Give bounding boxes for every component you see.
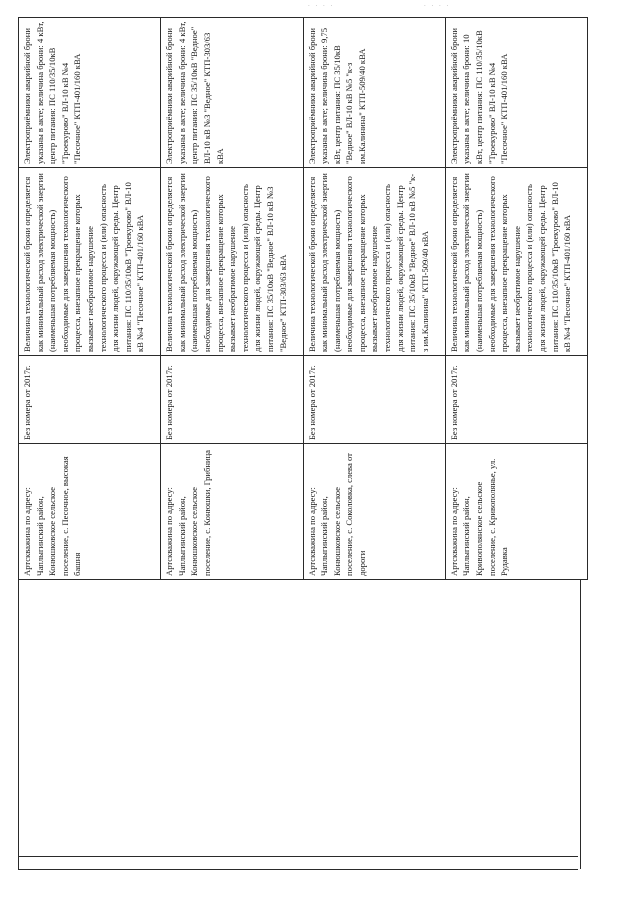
cell-emergency: Электроприёмники аварийной брони указаны в акте; величина брони: 10 кВт, центр питания: ПС 110/35/10кВ "Троекурово" ВЛ-10 кВ №4 "Песочное" КТП-401/160 кВА [445,18,587,168]
cell-justification: Величина технологической брони определяется как минимальный расход электрической энергии (наименьшая потребляемая мощность) необходимые для завершения технологического процесса, внезапное прекращение которых вызывает необратимое нарушение технологического процесса и (или) опасность для жизни людей, окружающей среды. Центр питания: ПС 110/35/10кВ "Троекурово" ВЛ-10 кВ №4 "Песочное" КТП-401/160 кВА [19,168,161,356]
cell-number: Без номера от 2017г. [445,356,587,444]
cell-justification: Величина технологической брони определяется как минимальный расход электрической энергии (наименьшая потребляемая мощность) необходимые для завершения технологического процесса, внезапное прекращение которых вызывает необратимое нарушение технологического процесса и (или) опасность для жизни людей, окружающей среды. Центр питания: ПС 35/10кВ "Ведное" ВЛ-10 кВ №3 "Ведное" КТП-303/63 кВА [161,168,303,356]
table-row [303,18,445,580]
bottom-rule-lower [18,869,578,870]
cell-address: Артскважина по адресу: Чаплыгинский район, Конюшковское сельское поселение, с. Соколовка, слева от дороги [303,444,445,580]
cell-number: Без номера от 2017г. [161,356,303,444]
margin-line-right [580,580,581,869]
table-row [19,18,161,580]
rotated-table-wrapper [18,18,588,580]
cell-number: Без номера от 2017г. [19,356,161,444]
table-row [445,18,587,580]
table-row [161,18,303,580]
cell-justification: Величина технологической брони определяется как минимальный расход электрической энергии (наименьшая потребляемая мощность) необходимые для завершения технологического процесса, внезапное прекращение которых вызывает необратимое нарушение технологического процесса и (или) опасность для жизни людей, окружающей среды. Центр питания: ПС 35/10кВ "Ведное" ВЛ-10 кВ №5 "к-з им.Калинина" КТП-509/40 кВА [303,168,445,356]
top-mark-left: . . . . [308,0,335,8]
cell-emergency: Электроприёмники аварийной брони указаны в акте; величина брони: 4 кВт, центр питания: ПС 110/35/10кВ "Троекурово" ВЛ-10 кВ №4 "Песочное" КТП-401/160 кВА [19,18,161,168]
margin-line-left [18,580,19,869]
reservation-table [18,17,588,580]
cell-address: Артскважина по адресу: Чаплыгинский район, Кривополянское сельское поселение, с. Кривополянье, ул. Рудавка [445,444,587,580]
cell-emergency: Электроприёмники аварийной брони указаны в акте; величина брони: 9,75 кВт, центр питания: ПС 35/10кВ "Ведное" ВЛ-10 кВ №5 "к-з им.Калинина" КТП-509/40 кВА [303,18,445,168]
bottom-rule [18,856,578,857]
cell-number: Без номера от 2017г. [303,356,445,444]
cell-emergency: Электроприёмники аварийной брони указаны в акте; величина брони: 4 кВт, центр питания: ПС 35/10кВ "Ведное" ВЛ-10 кВ №3 "Ведное" КТП-303/63 кВА [161,18,303,168]
top-mark-right: . . . . [424,0,451,8]
cell-justification: Величина технологической брони определяется как минимальный расход электрической энергии (наименьшая потребляемая мощность) необходимые для завершения технологического процесса, внезапное прекращение которых вызывает необратимое нарушение технологического процесса и (или) опасность для жизни людей, окружающей среды. Центр питания: ПС 110/35/10кВ "Троекурово" ВЛ-10 кВ №4 "Песочное" КТП-401/160 кВА [445,168,587,356]
cell-address: Артскважина по адресу: Чаплыгинский район, Конюшковское сельское поселение, с. Конюшки, Грибница [161,444,303,580]
cell-address: Артскважина по адресу: Чаплыгинский район, Конюшковское сельское поселение, с. Песочное, высокая башня [19,444,161,580]
